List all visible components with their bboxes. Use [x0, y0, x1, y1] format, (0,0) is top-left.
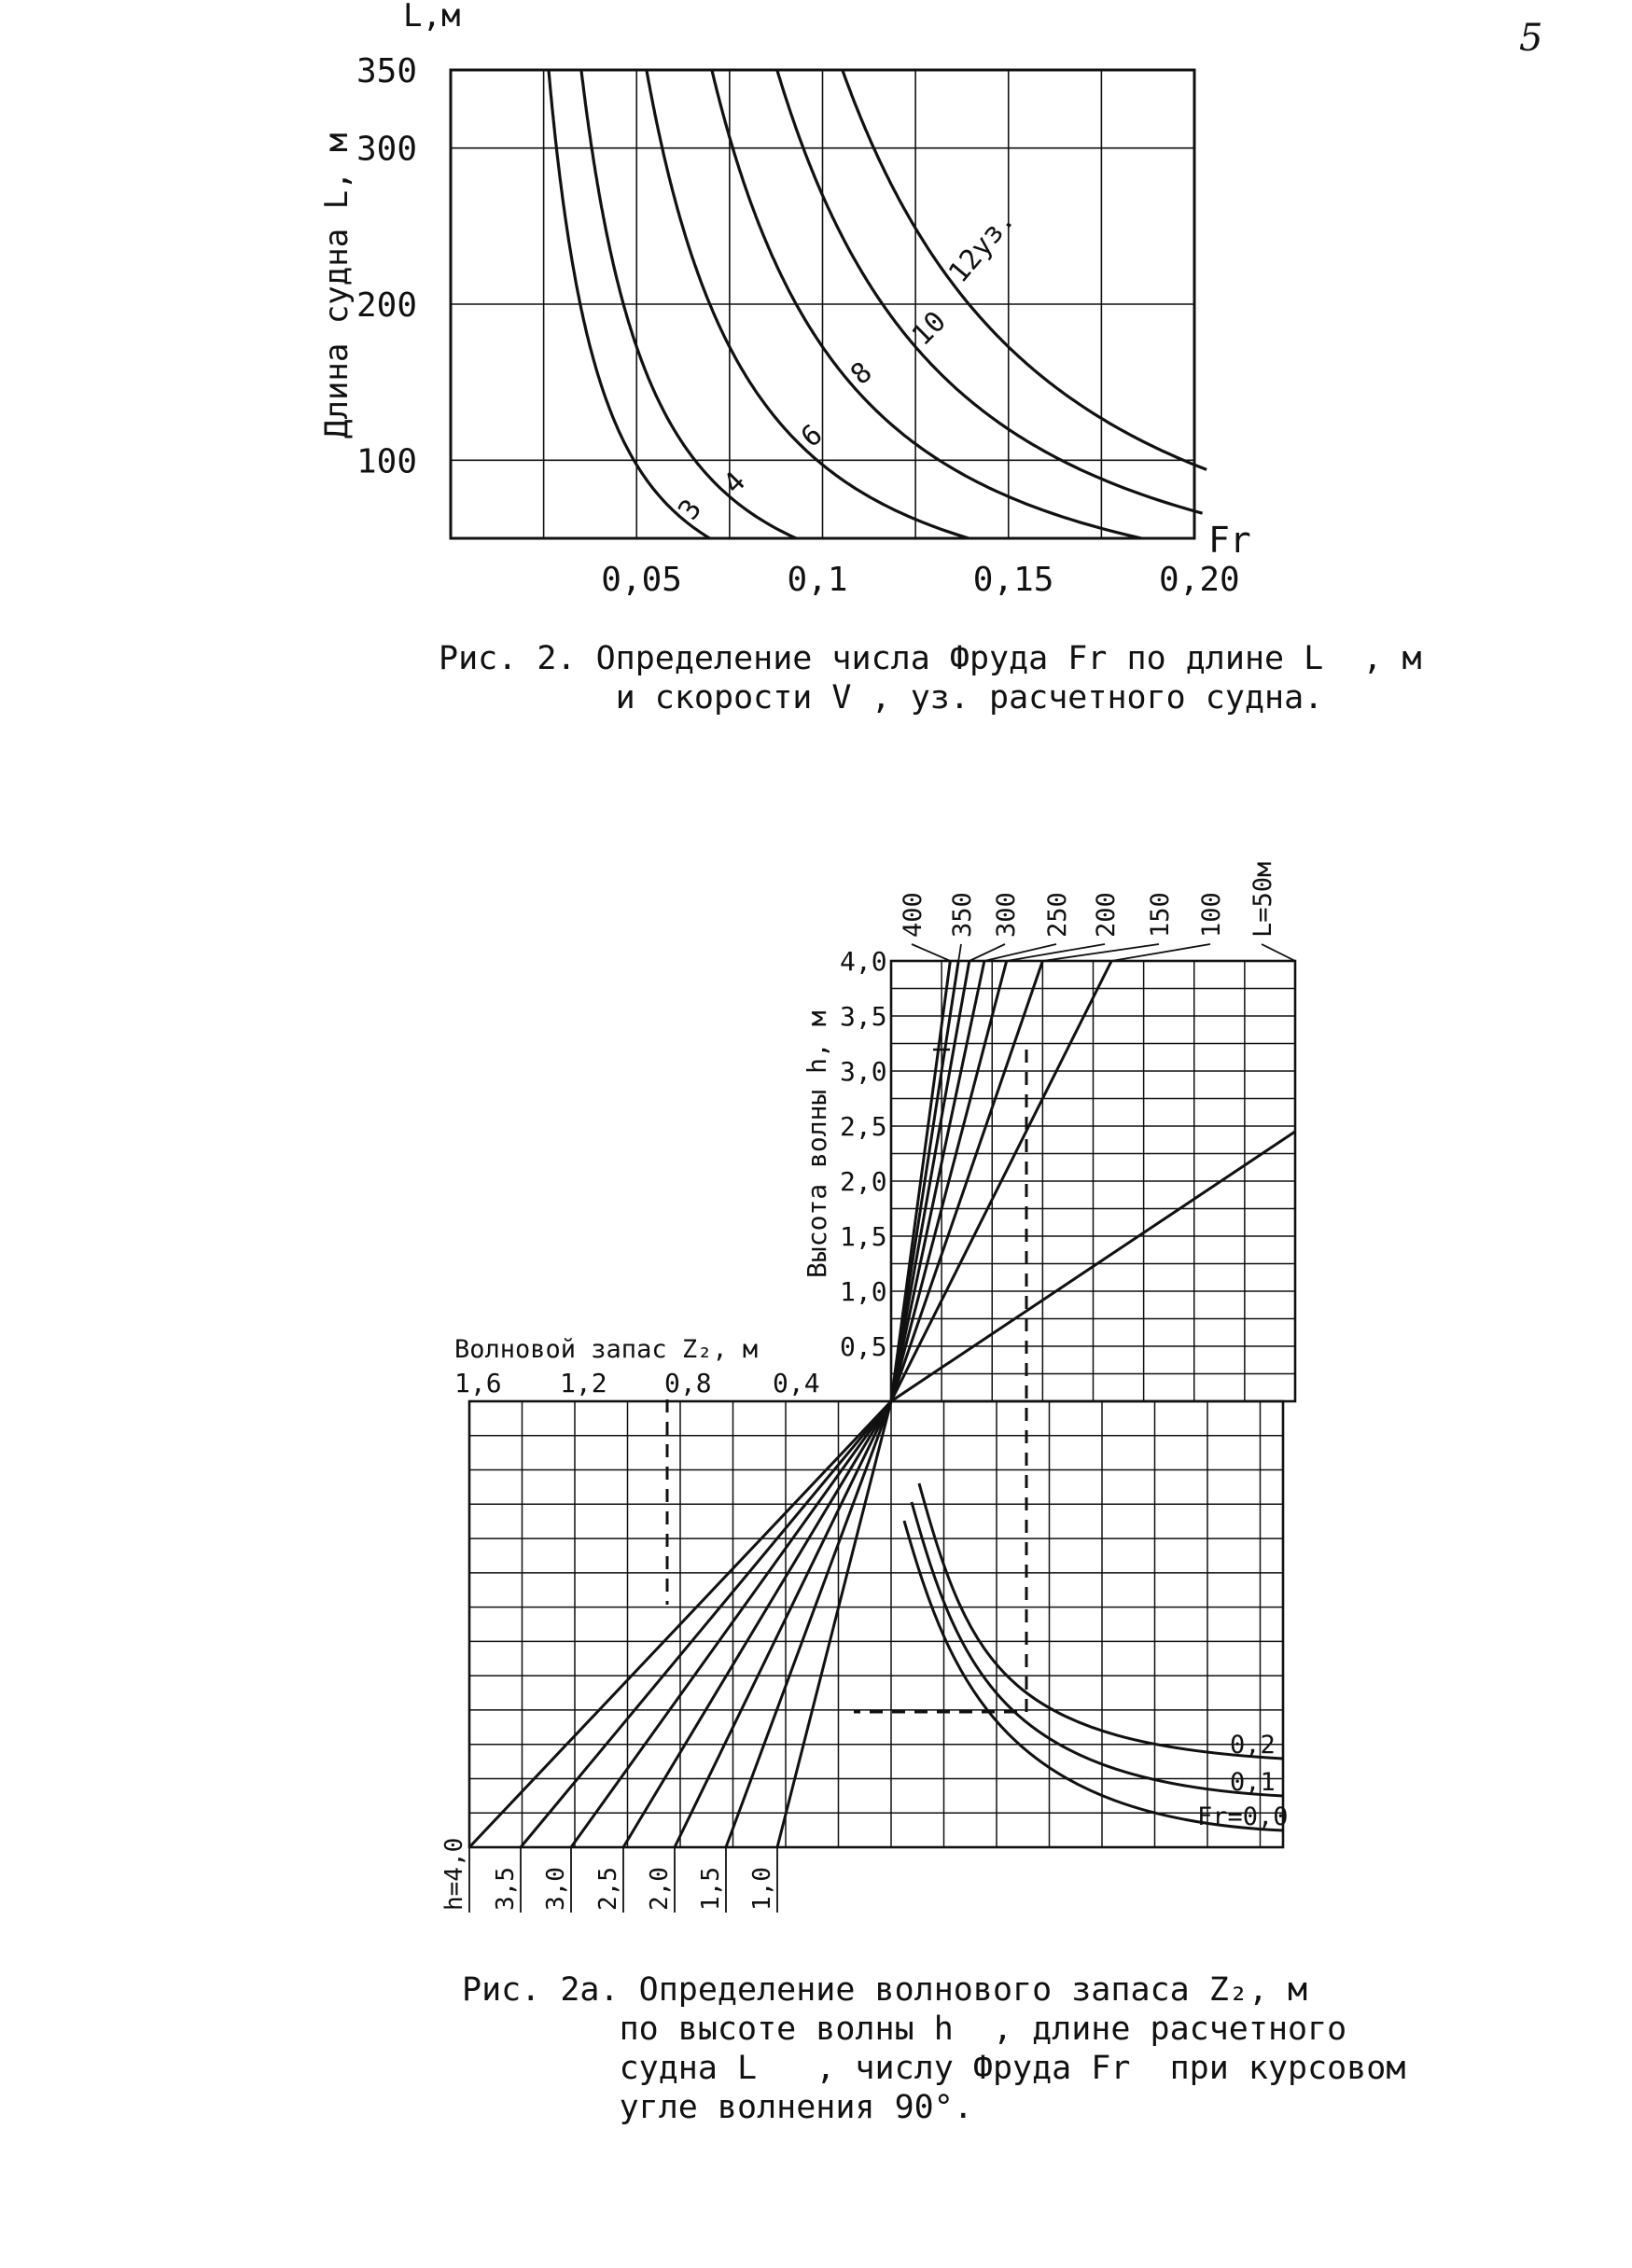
Fr-label: 0,2	[1230, 1731, 1276, 1760]
h-tick-label: 1,0	[840, 1276, 887, 1307]
h-label: 2,0	[646, 1867, 674, 1911]
L-label: 200	[1092, 892, 1121, 938]
x-tick-label: 0,20	[1159, 561, 1240, 599]
example-reading-path	[667, 1050, 1026, 1712]
series-label-3-knots: 3	[672, 493, 709, 526]
ray-leader-L-50	[1262, 944, 1295, 961]
ray-h-2.5	[623, 1401, 891, 1847]
h-tick-label: 3,5	[840, 1001, 887, 1032]
z-tick-label: 1,6	[454, 1368, 502, 1398]
series-label-12-knots: 12уз.	[942, 203, 1022, 290]
z-tick-label: 1,2	[560, 1368, 607, 1398]
y-tick-label: 100	[356, 442, 418, 481]
ray-leader-L-350	[958, 944, 961, 961]
y-tick-label: 350	[356, 52, 418, 90]
z-tick-label: 0,8	[664, 1368, 712, 1398]
series-label-8-knots: 8	[844, 355, 879, 392]
ray-leader-L-400	[912, 944, 950, 961]
L-label: 250	[1043, 892, 1072, 938]
h-label: 2,5	[594, 1867, 622, 1911]
h-axis-label: Высота волны h, м	[802, 1010, 832, 1278]
series-label-6-knots: 6	[795, 418, 830, 454]
y-axis-label: Длина судна L, м	[318, 132, 356, 438]
figure-2a-caption-line-3: судна L , числу Фруда Fr при курсовом	[462, 2050, 1406, 2087]
ray-h-3	[571, 1401, 891, 1847]
L-label: 300	[992, 892, 1021, 938]
page-number: 5	[1519, 17, 1543, 60]
figure-2a-caption-line-4: угле волнения 90°.	[462, 2089, 973, 2126]
y-tick-label: 200	[356, 286, 418, 325]
h-label: h=4,0	[440, 1837, 468, 1911]
figure-2-caption-line-2: и скорости V , уз. расчетного судна.	[439, 679, 1324, 717]
h-label: 1,0	[748, 1867, 776, 1911]
curve-Fr-0.1	[912, 1502, 1283, 1796]
h-label: 3,0	[542, 1867, 570, 1911]
figure-2a-caption	[462, 1970, 1405, 2127]
x-tick-label: 0,15	[972, 561, 1054, 599]
figure-2a-caption-line-2: по высоте волны h , длине расчетного	[462, 2011, 1347, 2048]
ray-h-1.5	[726, 1401, 891, 1847]
L-label: 400	[899, 892, 928, 938]
series-label-4-knots: 4	[717, 465, 753, 501]
h-tick-label: 4,0	[840, 946, 887, 977]
x-tick-label: 0,1	[787, 561, 848, 599]
figure-2-caption-line-1: Рис. 2. Определение числа Фруда Fr по длине L , м	[439, 640, 1422, 677]
h-label: 3,5	[492, 1867, 520, 1911]
L-label: 350	[948, 892, 977, 938]
L-label: 100	[1197, 892, 1226, 938]
Fr-label: 0,1	[1230, 1768, 1276, 1797]
h-tick-label: 0,5	[840, 1331, 887, 1362]
figure-2a-caption-line-1: Рис. 2а. Определение волнового запаса Z₂, м	[462, 1971, 1308, 2009]
z-axis-label: Волновой запас Z₂, м	[454, 1335, 759, 1364]
figure-2-caption	[439, 639, 1422, 717]
Fr-label: Fr=0,0	[1197, 1802, 1289, 1831]
ray-leader-L-300	[969, 944, 1005, 961]
h-tick-label: 1,5	[840, 1221, 887, 1252]
h-tick-label: 2,0	[840, 1166, 887, 1197]
y-axis-top-label: L,м	[403, 0, 461, 35]
L-label: 150	[1146, 892, 1175, 938]
x-axis-label: Fr	[1208, 520, 1251, 561]
curve-Fr-0.2	[919, 1483, 1283, 1759]
ray-leader-L-100	[1111, 944, 1210, 961]
z-tick-label: 0,4	[773, 1368, 820, 1398]
h-label: 1,5	[697, 1867, 725, 1911]
L-label: L=50м	[1248, 861, 1277, 938]
h-tick-label: 3,0	[840, 1056, 887, 1087]
series-label-10-knots: 10	[905, 305, 953, 353]
x-tick-label: 0,05	[601, 561, 682, 599]
y-tick-label: 300	[356, 130, 418, 169]
h-tick-label: 2,5	[840, 1111, 887, 1142]
